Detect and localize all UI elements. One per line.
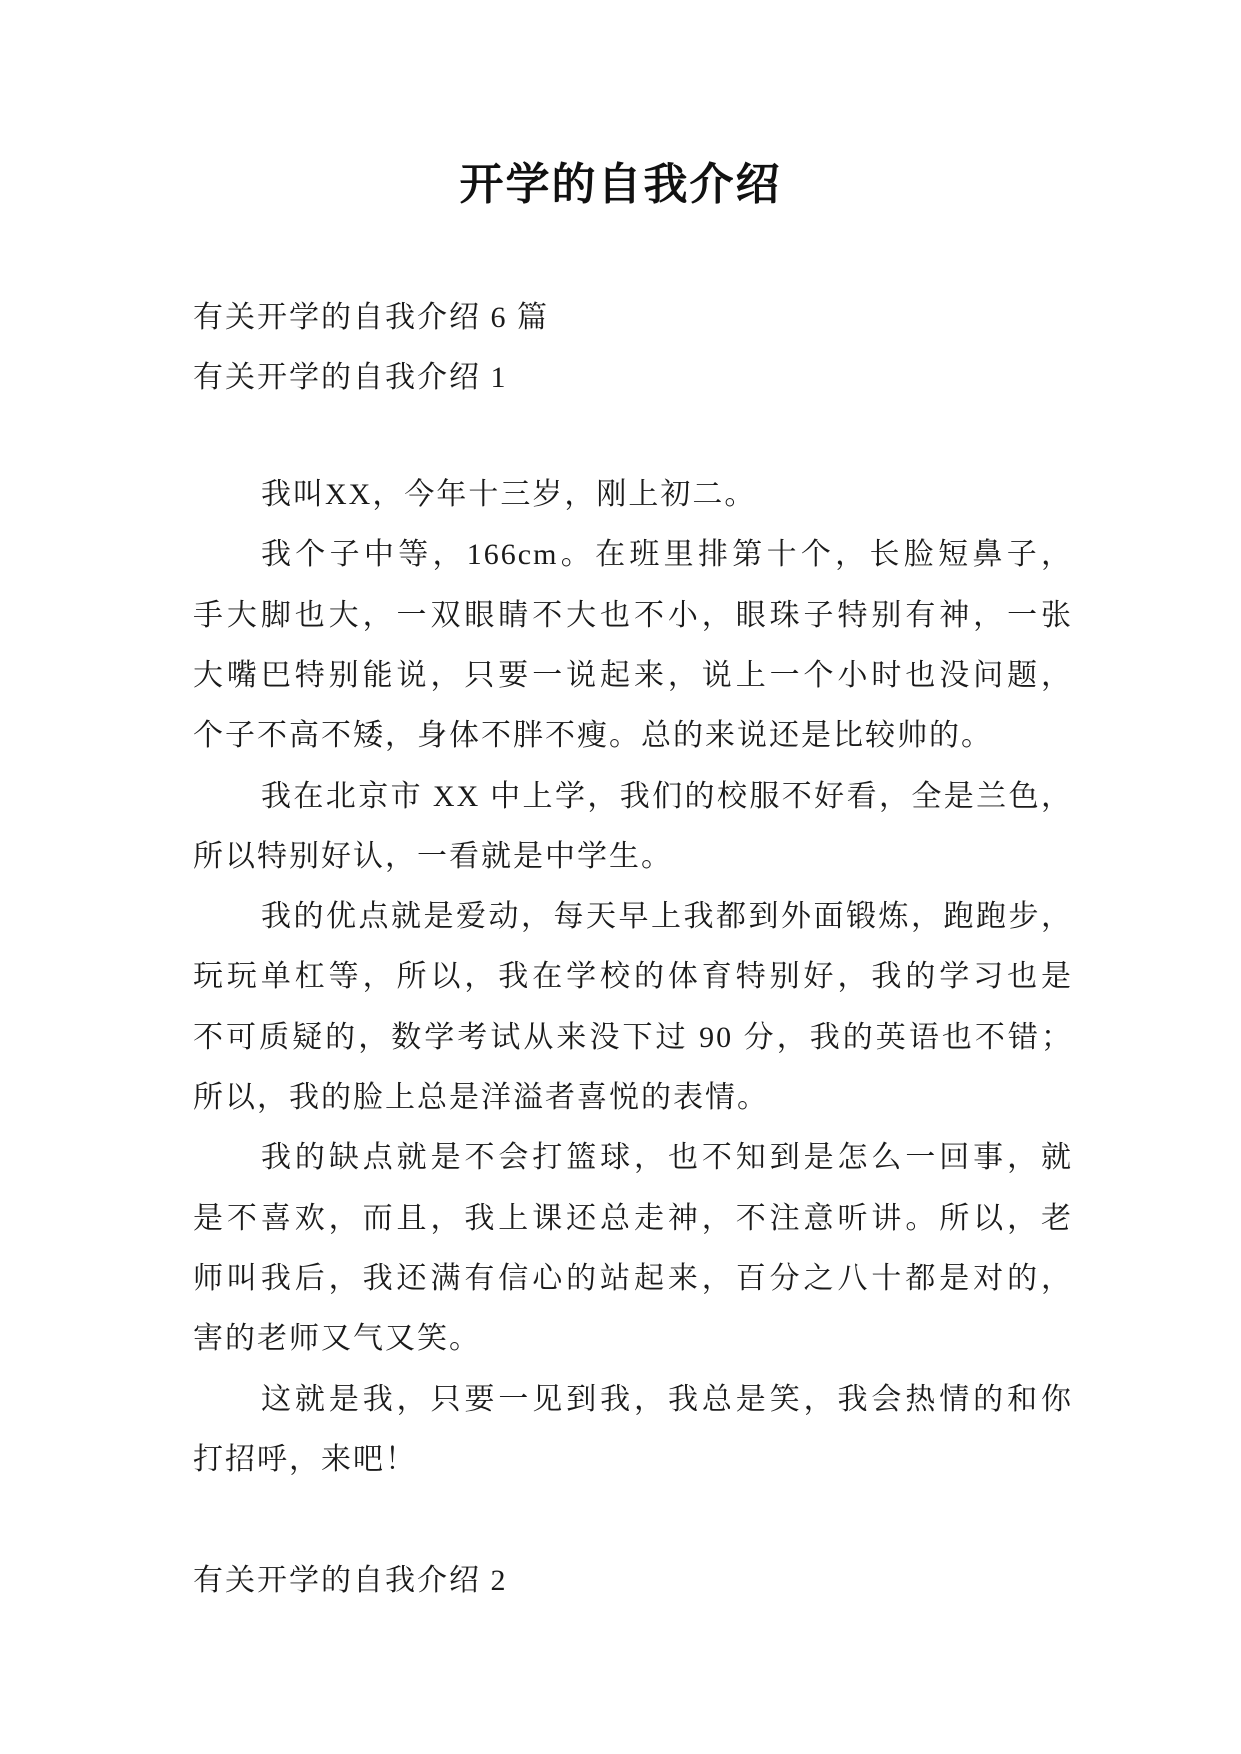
paragraph-line: 我的缺点就是不会打篮球，也不知到是怎么一回事，就 (261, 1141, 1073, 1175)
paragraph-line: 手大脚也大，一双眼睛不大也不小，眼珠子特别有神，一张 (193, 598, 1073, 632)
paragraph-line: 是不喜欢，而且，我上课还总走神，不注意听讲。所以，老 (193, 1201, 1073, 1235)
section-heading-2: 有关开学的自我介绍 2 (193, 1564, 508, 1598)
paragraph-line: 我叫XX，今年十三岁，刚上初二。 (261, 478, 757, 512)
paragraph-line: 这就是我，只要一见到我，我总是笑，我会热情的和你 (261, 1382, 1073, 1416)
document-body (193, 288, 1073, 1611)
section-heading-collection: 有关开学的自我介绍 6 篇 (193, 301, 549, 334)
paragraph-line: 个子不高不矮，身体不胖不瘦。总的来说还是比较帅的。 (193, 719, 993, 753)
paragraph-3 (193, 767, 1073, 888)
paragraph-line: 我的优点就是爱动，每天早上我都到外面锻炼，跑跑步， (261, 900, 1073, 934)
paragraph-line: 师叫我后，我还满有信心的站起来，百分之八十都是对的， (193, 1261, 1073, 1295)
paragraph-line: 我在北京市 XX 中上学，我们的校服不好看，全是兰色， (261, 779, 1073, 813)
paragraph-2 (193, 525, 1073, 766)
section-1-body (193, 465, 1073, 1490)
paragraph-line: 打招呼，来吧！ (193, 1442, 417, 1476)
paragraph-6 (193, 1370, 1073, 1491)
paragraph-line: 不可质疑的，数学考试从来没下过 90 分，我的英语也不错； (193, 1020, 1073, 1054)
section-heading-1: 有关开学的自我介绍 1 (193, 361, 508, 395)
paragraph-line: 大嘴巴特别能说，只要一说起来，说上一个小时也没问题， (193, 658, 1073, 692)
paragraph-line: 所以，我的脸上总是洋溢者喜悦的表情。 (193, 1081, 769, 1115)
paragraph-1 (193, 465, 1073, 525)
paragraph-4 (193, 887, 1073, 1128)
paragraph-5 (193, 1128, 1073, 1369)
paragraph-line: 玩玩单杠等，所以，我在学校的体育特别好，我的学习也是 (193, 960, 1073, 994)
paragraph-line: 我个子中等，166cm。在班里排第十个，长脸短鼻子， (261, 538, 1073, 572)
paragraph-line: 所以特别好认，一看就是中学生。 (193, 839, 673, 873)
document-title: 开学的自我介绍 (459, 160, 782, 209)
paragraph-line: 害的老师又气又笑。 (193, 1322, 481, 1356)
